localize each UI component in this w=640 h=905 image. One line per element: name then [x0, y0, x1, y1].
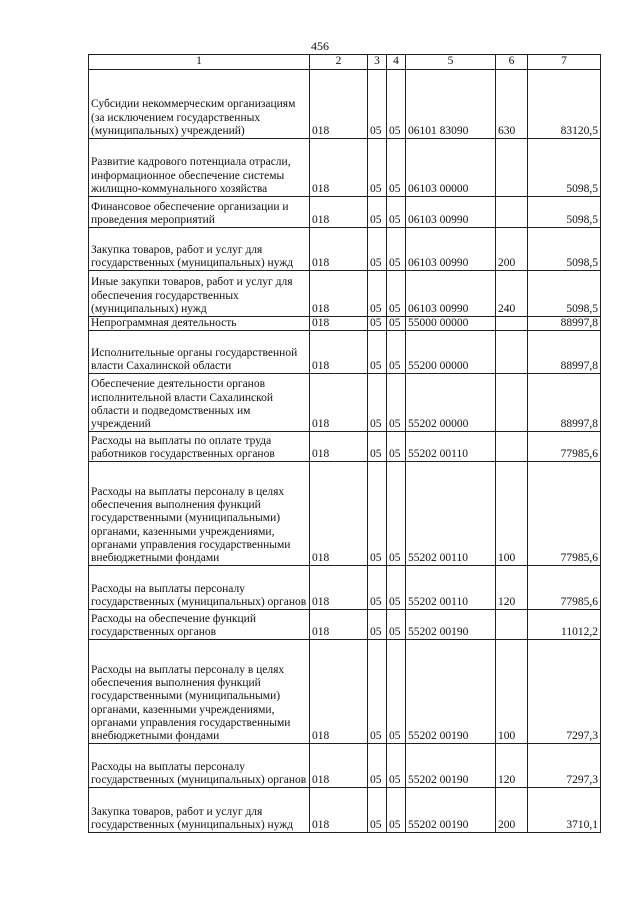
expense-type-cell: 120 [496, 566, 528, 610]
section-code-cell: 05 [368, 374, 387, 432]
expense-type-cell: 630 [496, 70, 528, 139]
target-article-cell: 06103 00990 [406, 271, 496, 317]
expense-name-cell: Расходы на выплаты персоналу в целях обеспечения выполнения функций государственными (муниципальными) органами, казенными учреждениями, органами управления государственными внебюджетными фондами [89, 640, 310, 744]
subsection-code-cell: 05 [387, 374, 406, 432]
department-code-cell: 018 [310, 197, 368, 228]
amount-cell: 77985,6 [528, 432, 601, 462]
expense-type-cell [496, 139, 528, 197]
expense-name-cell: Расходы на выплаты персоналу в целях обеспечения выполнения функций государственными (муниципальными) органами, казенными учреждениями, органами управления государственными внебюджетными фондами [89, 462, 310, 566]
department-code-cell: 018 [310, 271, 368, 317]
section-code-cell: 05 [368, 331, 387, 374]
header-col-4: 4 [387, 55, 406, 70]
amount-cell: 88997,8 [528, 374, 601, 432]
department-code-cell: 018 [310, 566, 368, 610]
expense-type-cell: 200 [496, 788, 528, 833]
subsection-code-cell: 05 [387, 228, 406, 271]
expense-name-cell: Иные закупки товаров, работ и услуг для обеспечения государственных (муниципальных) нужд [89, 271, 310, 317]
department-code-cell: 018 [310, 374, 368, 432]
table-row [89, 610, 601, 640]
section-code-cell: 05 [368, 228, 387, 271]
target-article-cell: 06103 00990 [406, 228, 496, 271]
expense-name-cell: Финансовое обеспечение организации и проведения мероприятий [89, 197, 310, 228]
amount-cell: 11012,2 [528, 610, 601, 640]
amount-cell: 5098,5 [528, 197, 601, 228]
amount-cell: 88997,8 [528, 331, 601, 374]
table-row [89, 331, 601, 374]
table-header-row [89, 55, 601, 70]
target-article-cell: 55202 00110 [406, 566, 496, 610]
subsection-code-cell: 05 [387, 566, 406, 610]
section-code-cell: 05 [368, 462, 387, 566]
expense-name-cell: Субсидии некоммерческим организациям (за исключением государственных (муниципальных) учреждений) [89, 70, 310, 139]
target-article-cell: 55200 00000 [406, 331, 496, 374]
page-number: 456 [311, 39, 329, 53]
target-article-cell: 06103 00000 [406, 139, 496, 197]
target-article-cell: 55202 00110 [406, 432, 496, 462]
amount-cell: 5098,5 [528, 271, 601, 317]
expense-type-cell [496, 331, 528, 374]
target-article-cell: 55202 00190 [406, 744, 496, 788]
amount-cell: 88997,8 [528, 317, 601, 331]
department-code-cell: 018 [310, 610, 368, 640]
subsection-code-cell: 05 [387, 462, 406, 566]
expense-type-cell [496, 374, 528, 432]
subsection-code-cell: 05 [387, 317, 406, 331]
amount-cell: 7297,3 [528, 640, 601, 744]
department-code-cell: 018 [310, 331, 368, 374]
table-row [89, 640, 601, 744]
target-article-cell: 55202 00000 [406, 374, 496, 432]
table-row [89, 788, 601, 833]
expense-name-cell: Обеспечение деятельности органов исполнительной власти Сахалинской области и подведомственных им учреждений [89, 374, 310, 432]
expense-type-cell: 100 [496, 640, 528, 744]
department-code-cell: 018 [310, 744, 368, 788]
department-code-cell: 018 [310, 462, 368, 566]
section-code-cell: 05 [368, 70, 387, 139]
department-code-cell: 018 [310, 432, 368, 462]
section-code-cell: 05 [368, 317, 387, 331]
expense-name-cell: Расходы на обеспечение функций государственных органов [89, 610, 310, 640]
budget-table [88, 54, 601, 833]
target-article-cell: 55000 00000 [406, 317, 496, 331]
subsection-code-cell: 05 [387, 197, 406, 228]
table-row [89, 744, 601, 788]
subsection-code-cell: 05 [387, 271, 406, 317]
expense-type-cell [496, 197, 528, 228]
expense-name-cell: Непрограммная деятельность [89, 317, 310, 331]
amount-cell: 7297,3 [528, 744, 601, 788]
expense-name-cell: Расходы на выплаты персоналу государственных (муниципальных) органов [89, 744, 310, 788]
target-article-cell: 55202 00110 [406, 462, 496, 566]
section-code-cell: 05 [368, 197, 387, 228]
table-row [89, 462, 601, 566]
expense-type-cell [496, 317, 528, 331]
table-row [89, 228, 601, 271]
expense-type-cell [496, 432, 528, 462]
amount-cell: 83120,5 [528, 70, 601, 139]
header-col-2: 2 [310, 55, 368, 70]
department-code-cell: 018 [310, 70, 368, 139]
department-code-cell: 018 [310, 788, 368, 833]
expense-name-cell: Развитие кадрового потенциала отрасли, информационное обеспечение системы жилищно-коммунального хозяйства [89, 139, 310, 197]
amount-cell: 77985,6 [528, 566, 601, 610]
expense-type-cell [496, 610, 528, 640]
table-row [89, 197, 601, 228]
section-code-cell: 05 [368, 610, 387, 640]
table-row [89, 432, 601, 462]
section-code-cell: 05 [368, 788, 387, 833]
expense-type-cell: 240 [496, 271, 528, 317]
department-code-cell: 018 [310, 139, 368, 197]
table-row [89, 70, 601, 139]
subsection-code-cell: 05 [387, 610, 406, 640]
target-article-cell: 55202 00190 [406, 788, 496, 833]
subsection-code-cell: 05 [387, 640, 406, 744]
expense-name-cell: Исполнительные органы государственной власти Сахалинской области [89, 331, 310, 374]
subsection-code-cell: 05 [387, 744, 406, 788]
expense-name-cell: Закупка товаров, работ и услуг для государственных (муниципальных) нужд [89, 228, 310, 271]
expense-type-cell: 200 [496, 228, 528, 271]
target-article-cell: 55202 00190 [406, 640, 496, 744]
expense-type-cell: 120 [496, 744, 528, 788]
section-code-cell: 05 [368, 566, 387, 610]
target-article-cell: 06101 83090 [406, 70, 496, 139]
amount-cell: 5098,5 [528, 228, 601, 271]
header-col-1: 1 [89, 55, 310, 70]
header-col-5: 5 [406, 55, 496, 70]
table-row [89, 139, 601, 197]
subsection-code-cell: 05 [387, 788, 406, 833]
table-body [89, 55, 601, 833]
subsection-code-cell: 05 [387, 70, 406, 139]
subsection-code-cell: 05 [387, 432, 406, 462]
header-col-6: 6 [496, 55, 528, 70]
header-col-3: 3 [368, 55, 387, 70]
section-code-cell: 05 [368, 640, 387, 744]
amount-cell: 3710,1 [528, 788, 601, 833]
subsection-code-cell: 05 [387, 331, 406, 374]
expense-name-cell: Закупка товаров, работ и услуг для государственных (муниципальных) нужд [89, 788, 310, 833]
section-code-cell: 05 [368, 139, 387, 197]
section-code-cell: 05 [368, 432, 387, 462]
expense-type-cell: 100 [496, 462, 528, 566]
amount-cell: 5098,5 [528, 139, 601, 197]
section-code-cell: 05 [368, 271, 387, 317]
expense-name-cell: Расходы на выплаты персоналу государственных (муниципальных) органов [89, 566, 310, 610]
section-code-cell: 05 [368, 744, 387, 788]
target-article-cell: 55202 00190 [406, 610, 496, 640]
target-article-cell: 06103 00990 [406, 197, 496, 228]
table-row [89, 317, 601, 331]
department-code-cell: 018 [310, 640, 368, 744]
department-code-cell: 018 [310, 228, 368, 271]
header-col-7: 7 [528, 55, 601, 70]
table-row [89, 271, 601, 317]
amount-cell: 77985,6 [528, 462, 601, 566]
department-code-cell: 018 [310, 317, 368, 331]
subsection-code-cell: 05 [387, 139, 406, 197]
expense-name-cell: Расходы на выплаты по оплате труда работников государственных органов [89, 432, 310, 462]
table-row [89, 374, 601, 432]
table-row [89, 566, 601, 610]
